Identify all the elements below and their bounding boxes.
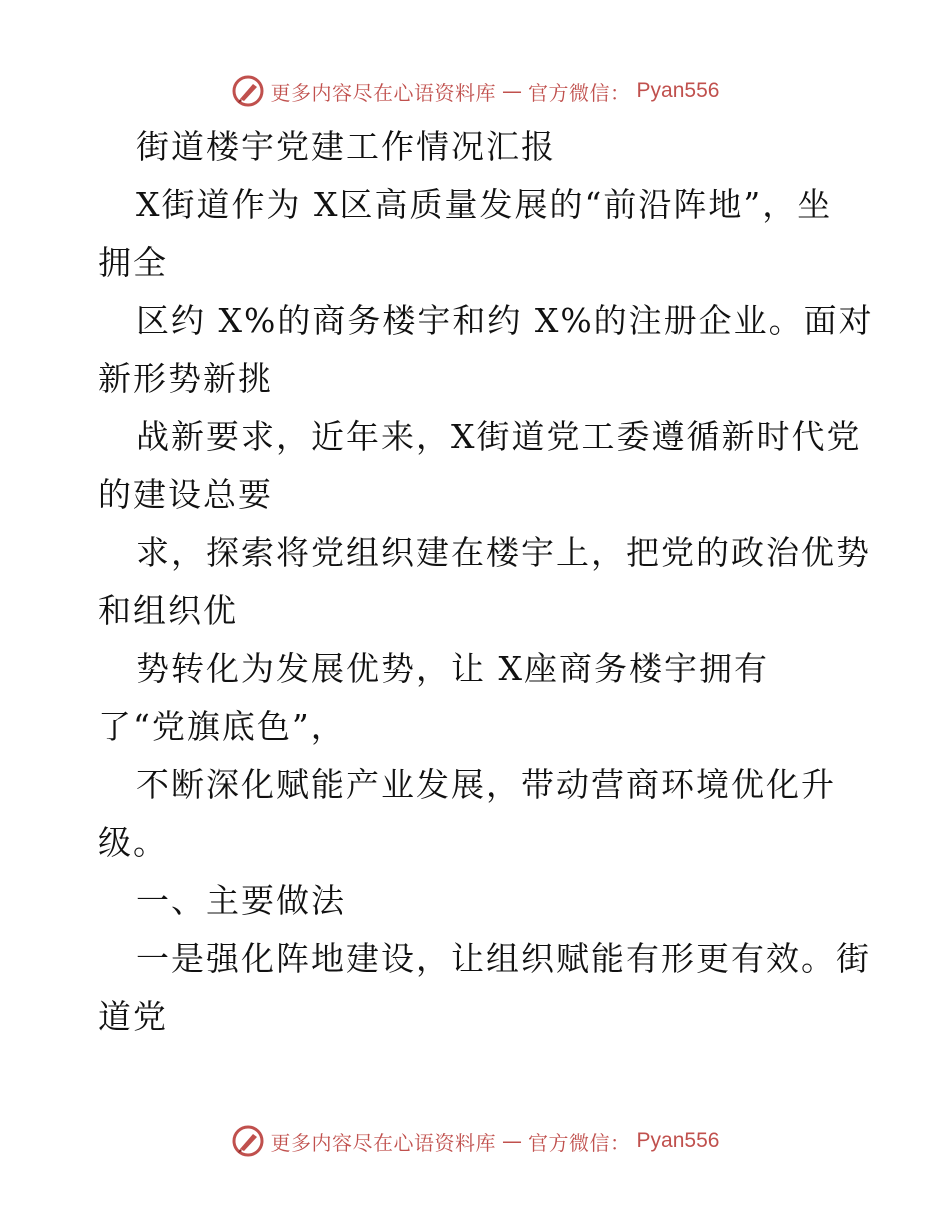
document-title: 街道楼宇党建工作情况汇报: [136, 127, 556, 166]
paragraph-line: 一是强化阵地建设，让组织赋能有形更有效。街: [136, 939, 871, 978]
watermark-text: 更多内容尽在心语资料库: [270, 80, 497, 105]
paragraph-line: 和组织优: [98, 591, 238, 630]
paragraph-line: 求，探索将党组织建在楼宇上，把党的政治优势: [136, 533, 871, 572]
watermark-separator: —: [502, 1129, 523, 1153]
footer-watermark: [0, 1121, 950, 1161]
paragraph-line: 的建设总要: [98, 475, 273, 514]
document-body: [98, 118, 874, 1046]
watermark-label: 官方微信：: [528, 80, 631, 105]
pen-logo-icon: [231, 74, 265, 108]
watermark-wechat-id: Pyan556: [636, 1129, 720, 1152]
paragraph-line: 战新要求，近年来，X街道党工委遵循新时代党: [136, 417, 862, 456]
paragraph-line: 新形势新挑: [98, 359, 273, 398]
watermark-label: 官方微信：: [528, 1130, 631, 1155]
paragraph-line: 不断深化赋能产业发展，带动营商环境优化升: [136, 765, 836, 804]
paragraph-line: 区约 X%的商务楼宇和约 X%的注册企业。面对: [136, 301, 874, 340]
watermark-separator: —: [502, 79, 523, 103]
paragraph-line: 拥全: [98, 243, 168, 282]
paragraph-line: 了“党旗底色”，: [98, 707, 346, 746]
pen-logo-icon: [231, 1124, 265, 1158]
header-watermark: [0, 71, 950, 111]
watermark-text: 更多内容尽在心语资料库: [270, 1130, 497, 1155]
watermark-wechat-id: Pyan556: [636, 79, 720, 102]
paragraph-line: X街道作为 X区高质量发展的“前沿阵地”，坐: [136, 185, 833, 224]
section-heading: 一、主要做法: [136, 881, 346, 920]
paragraph-line: 级。: [98, 823, 168, 862]
paragraph-line: 道党: [98, 997, 168, 1036]
paragraph-line: 势转化为发展优势，让 X座商务楼宇拥有: [136, 649, 769, 688]
